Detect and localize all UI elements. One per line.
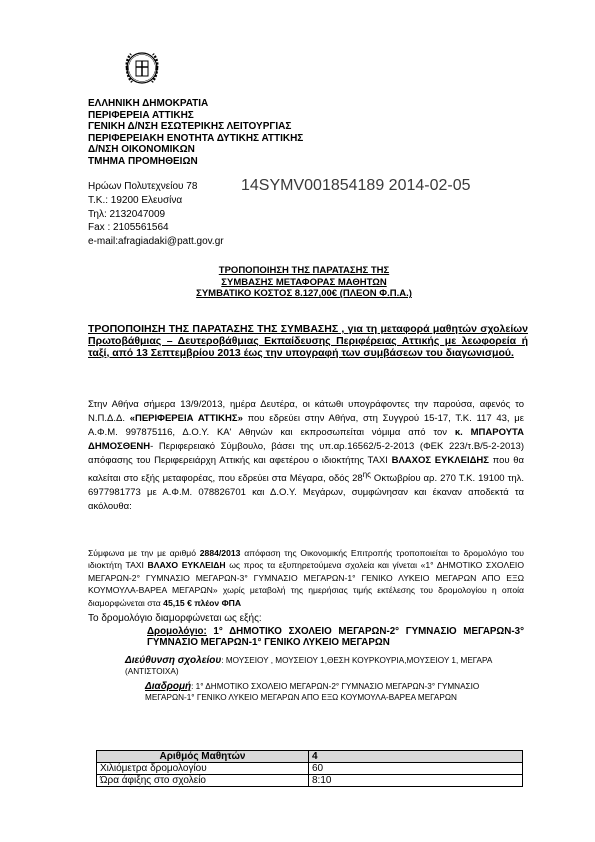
table-cell: Χιλιόμετρα δρομολογίου [97,763,309,775]
header-line: ΕΛΛΗΝΙΚΗ ΔΗΜΟΚΡΑΤΙΑ [88,98,209,109]
text-run: που θα καλείται στο εξής μεταφορέας, που εδρεύει στα Μέγαρα, οδός 28 [88,454,525,484]
table-cell: 4 [309,751,523,763]
email-address: e-mail:afragiadaki@patt.gov.gr [88,236,224,248]
route-path [145,682,520,703]
route-intro: Το δρομολόγιο διαμορφώνεται ως εξής: [88,613,262,624]
school-address [125,655,525,677]
issuing-authority-header [88,98,303,168]
header-line: Δ/ΝΣΗ ΟΙΚΟΝΟΜΙΚΩΝ [88,144,195,156]
route-path-label: Διαδρομή [145,681,192,692]
table-cell: Αριθμός Μαθητών [97,751,309,763]
header-line: ΤΜΗΜΑ ΠΡΟΜΗΘΕΙΩΝ [88,155,198,167]
street-address: Ηρώων Πολυτεχνείου 78 [88,181,198,192]
text-run: Οκτωβρίου αρ. 270 Τ.Κ. 19100 τηλ. 6977981773 με Α.Φ.Μ. 078826701 και Δ.Ο.Υ. Μεγάρων, συμφώνησαν και έκαναν αποδεκτά τα ακόλουθα: [88,472,524,512]
fax-number: Fax : 2105561564 [88,222,169,234]
contact-address-block [88,180,224,249]
header-line: ΠΕΡΙΦΕΡΕΙΑΚΗ ΕΝΟΤΗΤΑ ΔΥΤΙΚΗΣ ΑΤΤΙΚΗΣ [88,132,304,144]
title-line: ΤΡΟΠΟΠΟΙΗΣΗ ΤΗΣ ΠΑΡΑΤΑΣΗΣ ΤΗΣ [218,265,390,276]
route-info-table [96,750,523,787]
title-line: ΣΥΜΒΑΣΗΣ ΜΕΤΑΦΟΡΑΣ ΜΑΘΗΤΩΝ [221,276,387,288]
table-row [97,775,523,787]
phone-number: Τηλ: 2132047009 [88,208,166,220]
daily-price: 45,15 € πλέον ΦΠΑ [163,597,242,608]
table-cell: Ώρα άφιξης στο σχολείο [97,775,309,787]
route-path-value: : 1° ΔΗΜΟΤΙΚΟ ΣΧΟΛΕΙΟ ΜΕΓΑΡΩΝ-2° ΓΥΜΝΑΣΙΟ ΜΕΓΑΡΩΝ-3° ΓΥΜΝΑΣΙΟ ΜΕΓΑΡΩΝ-1° ΓΕΝΙΚΟ ΛΥΚΕΙΟ ΜΕΓΑΡΩΝ ΑΠΟ ΕΞΩ ΚΟΥΜΟΥΛΑ-ΒΑΡΕΑ ΜΕΓΑΡΩΝ [145,682,480,702]
contractor-name: ΒΛΑΧΟΣ ΕΥΚΛΕΙΔΗΣ [391,454,489,466]
representative-name: κ. ΜΠΑΡΟΥΤΑ ΔΗΜΟΣΘΕΝΗ [88,426,524,452]
postal-code: Τ.Κ.: 19200 Ελευσίνα [88,194,183,206]
text-run: Στην Αθήνα σήμερα 13/9/2013, ημέρα Δευτέρα, οι κάτωθι υπογράφοντες την παρούσα, αφενός το Ν.Π.Δ.Δ. [88,399,524,424]
document-reference-stamp: 14SYMV001854189 2014-02-05 [241,177,471,194]
greek-emblem-seal [117,43,167,93]
contract-cost-line: ΣΥΜΒΑΤΙΚΟ ΚΟΣΤΟΣ 8.127,00€ (ΠΛΕΟΝ Φ.Π.Α.) [196,288,412,300]
school-address-label: Διεύθυνση σχολείου [125,655,222,666]
contractor-name: ΒΛΑΧΟ ΕΥΚΛΕΙΔΗ [147,560,226,571]
text-run: που εδρεύει στην Αθήνα, στη Συγγρού 15-17, Τ.Κ. 117 43, με Α.Φ.Μ. 997875116, Δ.Ο.Υ. ΚΑ' Αθηνών και εκπροσωπείται νόμιμα από τον [88,412,524,438]
table-cell: 60 [309,763,523,775]
intro-paragraph: ΤΡΟΠΟΠΟΙΗΣΗ ΤΗΣ ΠΑΡΑΤΑΣΗΣ ΤΗΣ ΣΥΜΒΑΣΗΣ , για τη μεταφορά μαθητών σχολείων Πρωτοβάθμιας – Δευτεροβάθμιας Εκπαίδευσης Περιφέρειας Αττικής με λεωφορεία ή ταξί, από 13 Σεπτεμβρίου 2013 έως την υπογραφή των συμβάσεων του διαγωνισμού. [88,323,528,359]
route-description [147,626,524,648]
decision-number: 2884/2013 [199,548,241,558]
route-value: 1° ΔΗΜΟΤΙΚΟ ΣΧΟΛΕΙΟ ΜΕΓΑΡΩΝ-2° ΓΥΜΝΑΣΙΟ ΜΕΓΑΡΩΝ-3° ΓΥΜΝΑΣΙΟ ΜΕΓΑΡΩΝ-1° ΓΕΝΙΚΟ ΛΥΚΕΙΟ ΜΕΓΑΡΩΝ [147,626,524,648]
ordinal-suffix: ης [362,469,371,479]
decision-paragraph [88,547,524,609]
header-line: ΓΕΝΙΚΗ Δ/ΝΣΗ ΕΣΩΤΕΡΙΚΗΣ ΛΕΙΤΟΥΡΓΙΑΣ [88,121,292,133]
header-line: ΠΕΡΙΦΕΡΕΙΑ ΑΤΤΙΚΗΣ [88,109,194,121]
route-label: Δρομολόγιο: [147,626,207,637]
school-address-value: : ΜΟΥΣΕΙΟΥ , ΜΟΥΣΕΙΟΥ 1,ΘΕΣΗ ΚΟΥΡΚΟΥΡΙΑ,ΜΟΥΣΕΙΟΥ 1, ΜΕΓΑΡΑ (ΑΝΤΙΣΤΟΙΧΑ) [125,656,492,676]
text-run: Σύμφωνα με την με αριθμό [88,548,200,558]
text-run: - Περιφερειακό Σύμβουλο, βάσει της υπ.αρ.16562/5-2-2013 (ΦΕΚ 223/τ.Β/5-2-2013) απόφασης του Περιφερειάρχη Αττικής και αφετέρου ο ιδιοκτήτης ΤΑΧΙ [88,440,524,466]
text-run: απόφαση της Οικονομικής Επιτροπής τροποποιείται το δρομολόγιο του ιδιοκτήτη ΤΑΧΙ [88,548,524,571]
table-row [97,751,523,763]
document-title [88,265,520,300]
region-name: «ΠΕΡΙΦΕΡΕΙΑ ΑΤΤΙΚΗΣ» [129,412,243,424]
text-run: ως προς τα εξυπηρετούμενα σχολεία και γίνεται «1° ΔΗΜΟΤΙΚΟ ΣΧΟΛΕΙΟ ΜΕΓΑΡΩΝ-2° ΓΥΜΝΑΣΙΟ ΜΕΓΑΡΩΝ-3° ΓΥΜΝΑΣΙΟ ΜΕΓΑΡΩΝ-1° ΓΕΝΙΚΟ ΛΥΚΕΙΟ ΜΕΓΑΡΩΝ ΑΠΟ ΕΞΩ ΚΟΥΜΟΥΛΑ-ΒΑΡΕΑ ΜΕΓΑΡΩΝ» χωρίς μεταβολή της ημερήσιας τιμής εκτέλεσης του δρομολογίου η οποία διαμορφώνεται στα [88,560,525,608]
table-row [97,763,523,775]
parties-paragraph [88,398,524,513]
table-cell: 8:10 [309,775,523,787]
